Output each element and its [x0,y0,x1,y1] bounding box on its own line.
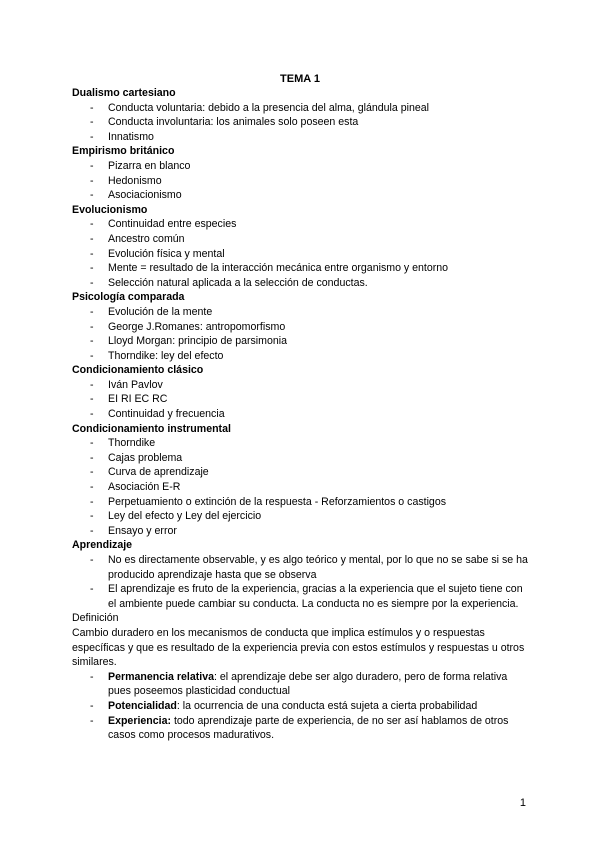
list-item-text: Conducta involuntaria: los animales solo poseen esta [108,116,359,129]
dash-marker: - [90,189,94,202]
list-item-text: Perpetuamiento o extinción de la respuesta - Reforzamientos o castigos [108,495,447,508]
list-item [72,115,532,130]
list-item [72,349,532,364]
list-item-text: Evolución física y mental [108,247,225,260]
list-item-text: El aprendizaje es fruto de la experiencia, gracias a la experiencia que el sujeto tiene con el ambiente puede cambiar su conducta. La conducta no es siempre por la experiencia. [108,583,523,610]
dash-marker: - [90,276,94,289]
dash-marker: - [90,437,94,450]
list-item [72,174,532,189]
dash-marker: - [90,305,94,318]
list-item [72,261,532,276]
list-item-text: Continuidad y frecuencia [108,408,225,421]
definition-term: Potencialidad [108,699,177,712]
list-item-text: Ensayo y error [108,524,177,537]
dash-marker: - [90,101,94,114]
section-list [72,159,532,203]
definition-term-text: : la ocurrencia de una conducta está sujeta a cierta probabilidad [176,699,478,712]
definition-term-text: : el aprendizaje debe ser algo duradero, pero de forma relativa pues poseemos plasticidad conductual [108,670,508,698]
list-item [72,247,532,262]
list-item [72,670,532,699]
dash-marker: - [90,481,94,494]
definition-term: Experiencia: [108,714,172,727]
list-item-text: Ley del efecto y Ley del ejercicio [108,510,262,523]
list-item-text: Hedonismo [108,174,162,187]
definition-list [72,670,532,743]
dash-marker: - [90,320,94,333]
list-item [72,378,532,393]
page-number: 1 [519,797,526,809]
list-item-text: Pizarra en blanco [108,159,191,172]
section-list [72,217,532,290]
list-item [72,334,532,349]
dash-marker: - [90,232,94,245]
list-item-text: Evolución de la mente [108,305,213,318]
dash-marker: - [90,159,94,172]
dash-marker: - [90,262,94,275]
section-list [72,101,532,145]
list-item [72,509,532,524]
dash-marker: - [90,583,94,596]
list-item-text: Selección natural aplicada a la selección de conductas. [108,276,368,289]
dash-marker: - [90,130,94,143]
list-item [72,714,532,743]
dash-marker: - [90,495,94,508]
list-item [72,188,532,203]
definition-text: Cambio duradero en los mecanismos de conducta que implica estímulos y o respuestas específicas y que es resultado de la experiencia previa con estos estímulos y respuestas u otros similares. [72,626,525,669]
list-item [72,436,532,451]
dash-marker: - [90,714,94,727]
dash-marker: - [90,510,94,523]
section-list [72,378,532,422]
dash-marker: - [90,466,94,479]
list-item [72,320,532,335]
list-item [72,553,532,582]
dash-marker: - [90,670,94,683]
document-body [72,86,532,743]
list-item [72,451,532,466]
list-item-text: George J.Romanes: antropomorfismo [108,320,286,333]
list-item [72,305,532,320]
dash-marker: - [90,451,94,464]
list-item [72,276,532,291]
section-list [72,305,532,363]
list-item [72,159,532,174]
dash-marker: - [90,335,94,348]
section-heading: Dualismo cartesiano [72,87,176,99]
list-item-text: Cajas problema [108,451,183,464]
dash-marker: - [90,408,94,421]
list-item-text: Lloyd Morgan: principio de parsimonia [108,335,288,348]
section-heading: Condicionamiento clásico [72,364,204,377]
list-item-text: Conducta voluntaria: debido a la presencia del alma, glándula pineal [108,101,429,114]
list-item-text: No es directamente observable, y es algo teórico y mental, por lo que no se sabe si se ha producido aprendizaje hasta que se observa [108,554,528,581]
section-heading: Aprendizaje [72,539,133,552]
definition-term: Permanencia relativa [108,670,214,683]
list-item [72,232,532,247]
list-item-text: Continuidad entre especies [108,218,237,231]
dash-marker: - [90,174,94,187]
dash-marker: - [90,393,94,406]
list-item-text: Asociación E-R [108,481,181,494]
dash-marker: - [90,116,94,129]
list-item [72,392,532,407]
section-list [72,553,532,611]
list-item [72,465,532,480]
list-item [72,101,532,116]
list-item-text: Thorndike: ley del efecto [108,349,224,362]
page-title: TEMA 1 [280,73,320,85]
dash-marker: - [90,247,94,260]
dash-marker: - [90,349,94,362]
definition-term-text: todo aprendizaje parte de experiencia, de no ser así hablamos de otros casos como procesos madurativos. [108,714,509,742]
list-item [72,524,532,539]
section-heading: Condicionamiento instrumental [72,422,231,435]
dash-marker: - [90,524,94,537]
list-item [72,407,532,422]
definition-label: Definición [72,612,119,625]
dash-marker: - [90,378,94,391]
list-item [72,495,532,510]
section-list [72,436,532,538]
list-item [72,582,532,611]
list-item [72,130,532,145]
section-heading: Psicología comparada [72,291,185,304]
section-heading: Empirismo británico [72,145,175,158]
list-item [72,480,532,495]
list-item-text: Thorndike [108,437,156,450]
list-item-text: Asociacionismo [108,189,182,202]
list-item-text: Mente = resultado de la interacción mecánica entre organismo y entorno [108,262,449,275]
list-item-text: EI RI EC RC [108,393,168,406]
list-item [72,699,532,714]
list-item-text: Iván Pavlov [108,378,163,391]
list-item-text: Curva de aprendizaje [108,466,209,479]
dash-marker: - [90,554,94,566]
section-heading: Evolucionismo [72,203,148,216]
dash-marker: - [90,218,94,231]
dash-marker: - [90,699,94,712]
list-item-text: Innatismo [108,130,154,143]
list-item-text: Ancestro común [108,232,185,245]
list-item [72,217,532,232]
